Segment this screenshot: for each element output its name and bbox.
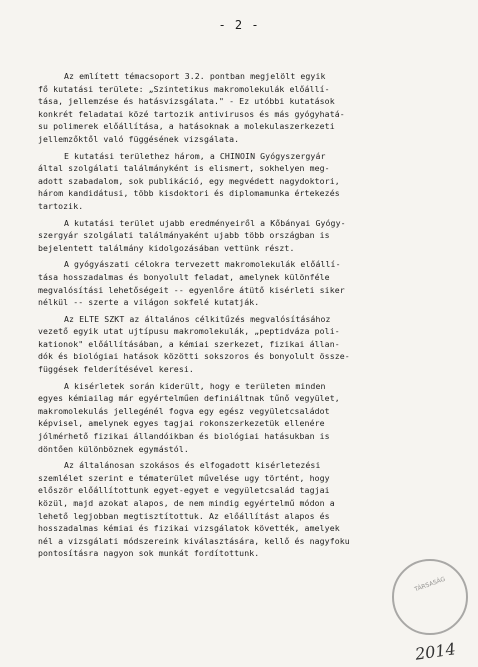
text-line: Az ELTE SZKT az általános célkitűzés megvalósításához — [64, 313, 331, 324]
paragraph — [38, 150, 438, 213]
paragraph — [38, 258, 438, 308]
paragraph — [38, 459, 438, 560]
stamp-seal — [392, 559, 468, 635]
text-line: képvisel, amelynek egyes tagjai rokonszerkezetük ellenére — [38, 418, 325, 429]
text-line: pontosításra nagyon sok munkát fordítottunk. — [38, 548, 260, 559]
text-line: függések felderítésével keresi. — [38, 364, 194, 375]
paragraph — [38, 313, 438, 376]
text-line: közül, majd azokat alapos, de nem mindig egyértelmű módon a — [38, 498, 335, 508]
text-line: szergyár szolgálati találmányaként ujabb több országban is — [38, 230, 330, 241]
text-line: döntően különböznek egymástól. — [38, 443, 189, 454]
text-line: először előállítottunk egyet-egyet e vegyületcsalád tagjai — [38, 485, 330, 496]
text-line: fő kutatási területe: „Szintetikus makromolekulák előállí- — [38, 83, 330, 94]
text-line: A gyógyászati célokra tervezett makromolekulák előállí- — [64, 259, 341, 270]
text-line: hosszadalmas kémiai és fizikai vizsgálatok követték, amelyek — [38, 523, 340, 534]
text-line: Az általánosan szokásos és elfogadott kisérletezési — [64, 460, 321, 471]
text-line: makromolekulás jellegénél fogva egy egész vegyületcsaládot — [38, 405, 330, 416]
text-line: A kisérletek során kiderült, hogy e területen minden — [64, 380, 326, 391]
text-line: tása, jellemzése és hatásvizsgálata." - Ez utóbbi kutatások — [38, 96, 335, 107]
paragraph — [38, 380, 438, 456]
text-line: bejelentett találmány kidolgozásában vettünk részt. — [38, 242, 295, 253]
text-line: szemlélet szerint e tématerület művelése ugy történt, hogy — [38, 472, 330, 483]
text-line: lehető legjobban megtisztítottuk. Az előállítást alapos és — [38, 510, 330, 521]
text-line: által szolgálati találmányként is elismert, sokhelyen meg- — [38, 163, 330, 174]
text-line: su polimerek előállítása, a hatásoknak a molekulaszerkezeti — [38, 121, 335, 132]
text-line: jólmérhető fizikai állandóikban és biológiai hatásukban is — [38, 431, 330, 442]
text-line: adott szabadalom, sok publikáció, egy megvédett nagydoktori, — [38, 175, 340, 186]
handwritten-note: 2014 — [414, 639, 458, 664]
text-line: tartozik. — [38, 200, 84, 211]
text-line: egyes kémiailag már egyértelműen definiáltnak tűnő vegyület, — [38, 393, 340, 404]
text-line: nélkül -- szerte a világon sokfelé kutatják. — [38, 297, 260, 308]
text-line: három kandidátusi, több kisdoktori és diplomamunka értekezés — [38, 188, 340, 199]
page-number: - 2 - — [218, 18, 260, 32]
text-line: konkrét feladatai közé tartozik antivirusos és más gyógyhatá- — [38, 108, 345, 119]
text-line: Az említett témacsoport 3.2. pontban megjelölt egyik — [64, 71, 326, 81]
body-text — [38, 70, 438, 564]
text-line: megvalósítási lehetőségeit -- egyenlőre átütő kisérleti siker — [38, 284, 345, 295]
text-line: tása hosszadalmas és bonyolult feladat, amelynek különféle — [38, 271, 330, 282]
text-line: nél a vizsgálati módszereink kiválasztására, kellő és nagyfoku — [38, 535, 350, 546]
text-line: E kutatási területhez három, a CHINOIN Gyógyszergyár — [64, 150, 326, 161]
text-line: A kutatási terület ujabb eredményeiről a Kőbányai Gyógy- — [64, 217, 346, 228]
text-line: vezető egyik utat ujtípusu makromolekulák, „peptidváza poli- — [38, 326, 340, 337]
text-line: dók és biológiai hatások közötti sokszoros és bonyolult össze- — [38, 351, 350, 362]
text-line: kationok" előállításában, a kémiai szerkezet, fizikai állan- — [38, 338, 340, 349]
stamp-text: TÁRSASÁG — [413, 575, 447, 594]
text-line: jellemzőktől való függésének vizsgálata. — [38, 133, 240, 144]
paragraph — [38, 70, 438, 146]
paragraph — [38, 217, 438, 255]
